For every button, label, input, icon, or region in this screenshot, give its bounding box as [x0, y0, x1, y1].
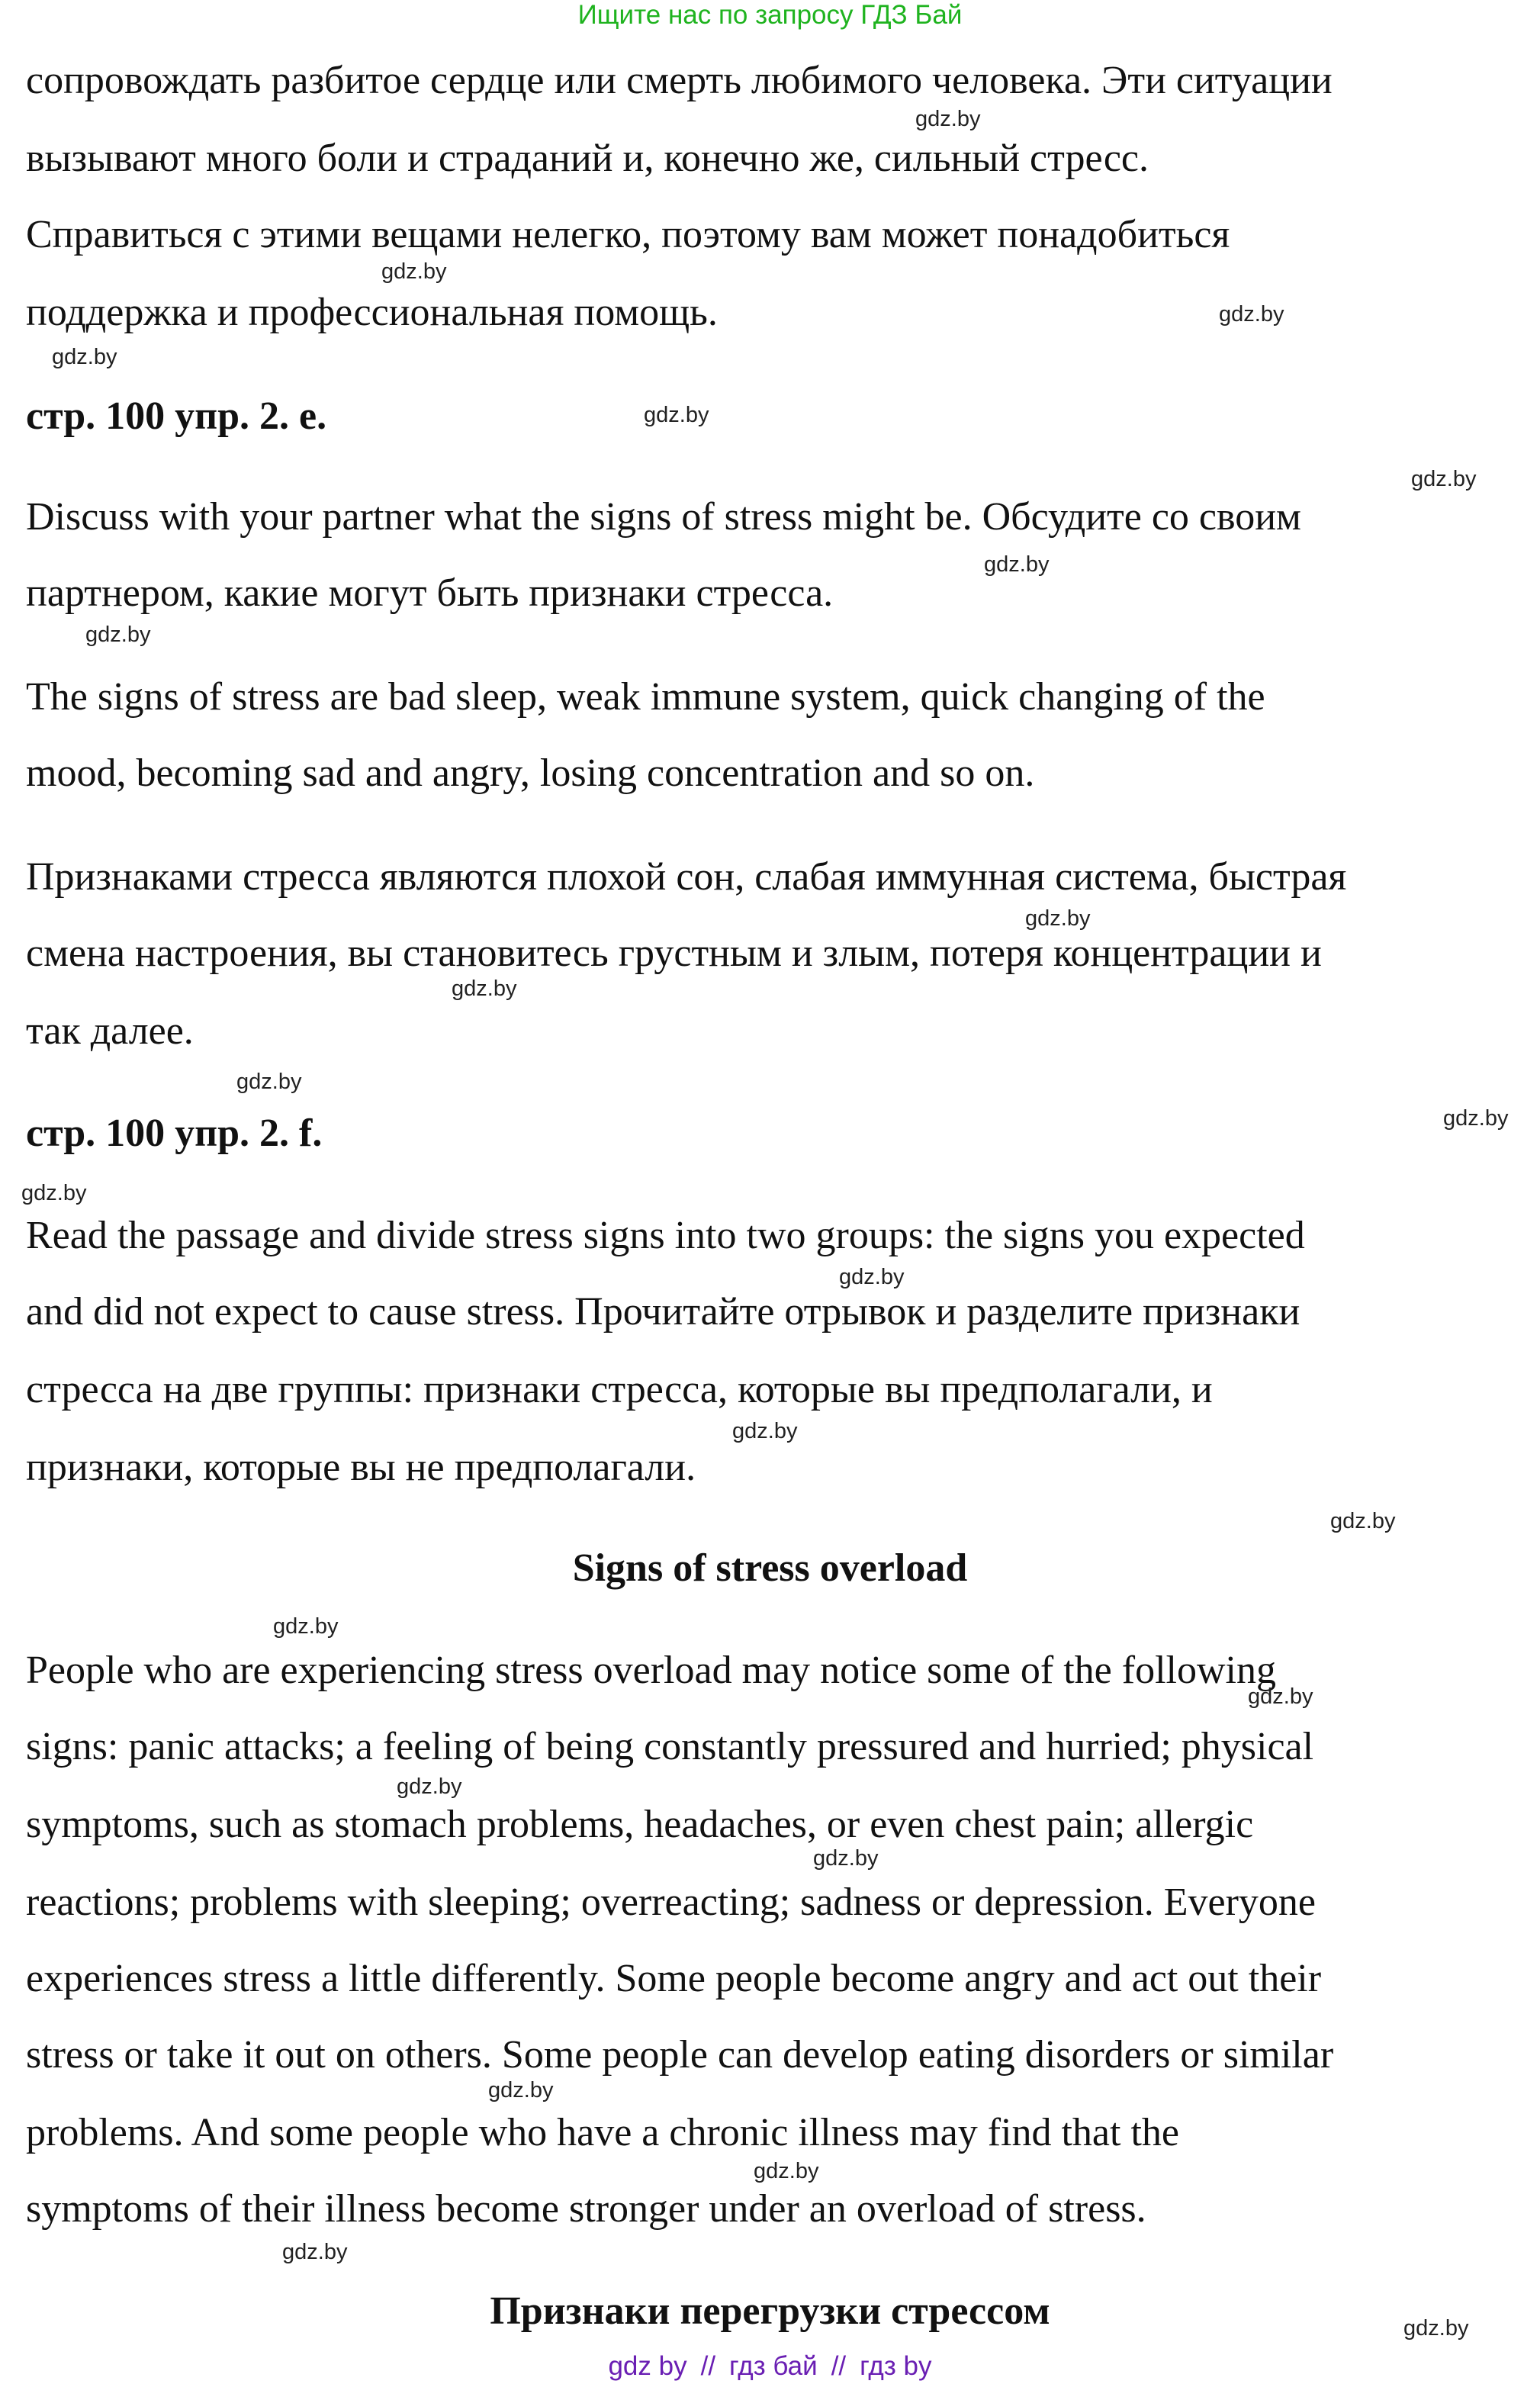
text-line: stress or take it out on others. Some people can develop eating disorders or similar [26, 2033, 1334, 2077]
text-line: People who are experiencing stress overload may notice some of the following [26, 1649, 1276, 1692]
footer-link-gdz-by-cyr[interactable]: гдз by [860, 2351, 932, 2381]
watermark: gdz.by [1248, 1684, 1313, 1709]
watermark: gdz.by [452, 976, 517, 1001]
watermark: gdz.by [273, 1614, 339, 1639]
exercise-heading-f: стр. 100 упр. 2. f. [26, 1112, 323, 1155]
watermark: gdz.by [1219, 302, 1284, 327]
passage-title-en: Signs of stress overload [572, 1546, 968, 1590]
text-line: так далее. [26, 1009, 194, 1053]
watermark: gdz.by [236, 1070, 302, 1094]
text-line: symptoms of their illness become stronger under an overload of stress. [26, 2187, 1146, 2231]
watermark: gdz.by [282, 2240, 348, 2264]
watermark: gdz.by [397, 1774, 462, 1799]
text-line: сопровождать разбитое сердце или смерть любимого человека. Эти ситуации [26, 59, 1333, 102]
text-line: mood, becoming sad and angry, losing concentration and so on. [26, 751, 1035, 795]
footer-link-gdz-by[interactable]: gdz by [608, 2351, 687, 2381]
text-line: The signs of stress are bad sleep, weak immune system, quick changing of the [26, 675, 1265, 719]
watermark: gdz.by [1443, 1106, 1509, 1131]
text-line: reactions; problems with sleeping; overreacting; sadness or depression. Everyone [26, 1880, 1316, 1924]
watermark: gdz.by [381, 259, 447, 284]
footer-links [0, 2351, 1540, 2382]
watermark: gdz.by [52, 345, 117, 369]
text-line: смена настроения, вы становитесь грустным и злым, потеря концентрации и [26, 931, 1322, 975]
text-line: вызывают много боли и страданий и, конечно же, сильный стресс. [26, 137, 1149, 180]
watermark: gdz.by [839, 1265, 905, 1289]
text-line: партнером, какие могут быть признаки стресса. [26, 571, 834, 615]
watermark: gdz.by [21, 1181, 87, 1205]
watermark: gdz.by [644, 403, 709, 427]
watermark: gdz.by [1411, 467, 1477, 491]
text-line: Read the passage and divide stress signs into two groups: the signs you expected [26, 1214, 1305, 1257]
search-prompt-link[interactable]: Ищите нас по запросу ГДЗ Бай [577, 0, 963, 30]
footer-separator: // [700, 2351, 716, 2381]
text-line: experiences stress a little differently. Some people become angry and act out their [26, 1957, 1322, 2000]
footer-separator: // [831, 2351, 847, 2381]
watermark: gdz.by [1025, 906, 1091, 931]
watermark: gdz.by [813, 1846, 879, 1871]
passage-title-ru: Признаки перегрузки стрессом [490, 2289, 1050, 2333]
text-line: Справиться с этими вещами нелегко, поэтому вам может понадобиться [26, 213, 1230, 256]
watermark: gdz.by [1403, 2316, 1469, 2341]
text-line: and did not expect to cause stress. Прочитайте отрывок и разделите признаки [26, 1290, 1300, 1334]
watermark: gdz.by [85, 623, 151, 647]
text-line: поддержка и профессиональная помощь. [26, 291, 718, 334]
text-line: signs: panic attacks; a feeling of being constantly pressured and hurried; physical [26, 1725, 1314, 1768]
text-line: problems. And some people who have a chronic illness may find that the [26, 2111, 1179, 2154]
text-line: стресса на две группы: признаки стресса, которые вы предполагали, и [26, 1368, 1213, 1411]
watermark: gdz.by [488, 2078, 554, 2102]
watermark: gdz.by [984, 552, 1050, 577]
exercise-heading-e: стр. 100 упр. 2. e. [26, 394, 327, 438]
text-line: признаки, которые вы не предполагали. [26, 1446, 696, 1489]
watermark: gdz.by [732, 1419, 798, 1443]
text-line: Признаками стресса являются плохой сон, слабая иммунная система, быстрая [26, 855, 1347, 899]
watermark: gdz.by [754, 2159, 819, 2183]
watermark: gdz.by [915, 107, 981, 131]
footer-link-gdz-bai[interactable]: гдз бай [729, 2351, 818, 2381]
text-line: Discuss with your partner what the signs of stress might be. Обсудите со своим [26, 495, 1301, 539]
watermark: gdz.by [1330, 1509, 1396, 1533]
text-line: symptoms, such as stomach problems, headaches, or even chest pain; allergic [26, 1803, 1254, 1846]
